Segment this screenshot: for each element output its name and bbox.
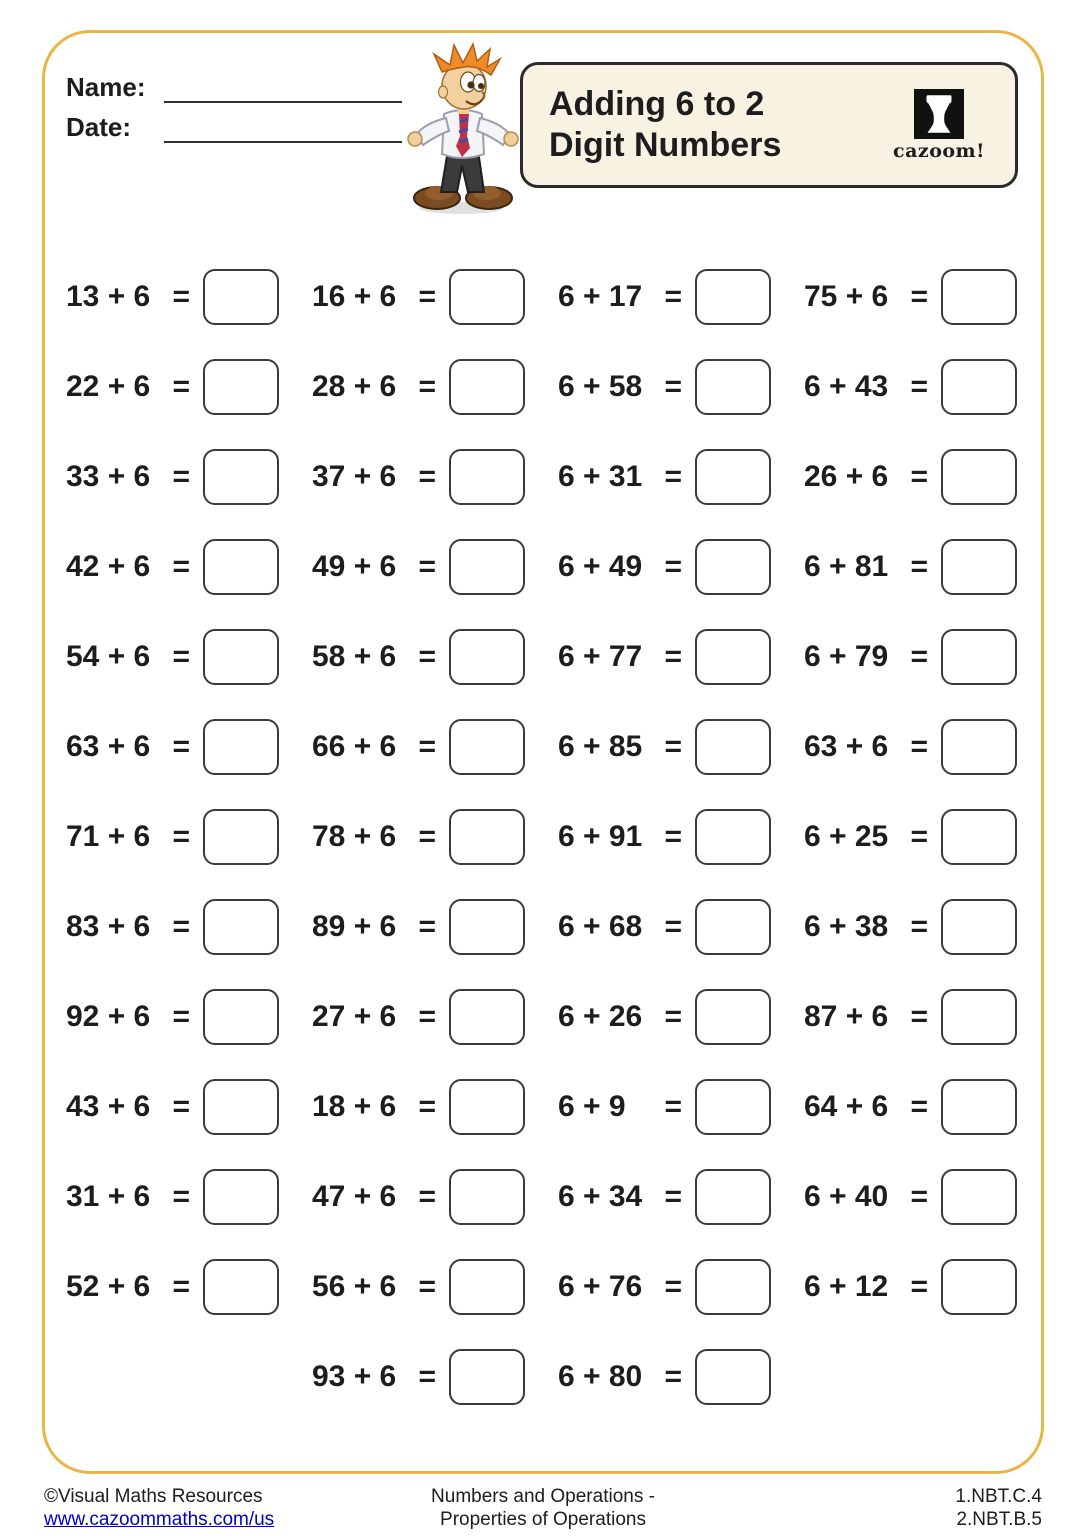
expression-operands: 6 + 79 (804, 640, 889, 673)
equals-sign: = (910, 370, 928, 403)
equals-sign: = (910, 460, 928, 493)
problem-expression (312, 1090, 449, 1124)
name-label: Name: (66, 72, 146, 102)
answer-box[interactable] (941, 1169, 1017, 1225)
expression-operands: 16 + 6 (312, 280, 397, 313)
equals-sign: = (664, 1090, 682, 1123)
equals-sign: = (418, 730, 436, 763)
answer-box[interactable] (941, 269, 1017, 325)
expression-operands: 6 + 80 (558, 1360, 643, 1393)
problem-cell (558, 1169, 771, 1225)
mascot-cartoon-man-icon (398, 42, 528, 222)
djembe-drum-icon (914, 89, 964, 139)
expression-operands: 6 + 68 (558, 910, 643, 943)
answer-box[interactable] (695, 1349, 771, 1405)
expression-operands: 49 + 6 (312, 550, 397, 583)
answer-box[interactable] (695, 269, 771, 325)
problem-expression (804, 910, 941, 944)
expression-operands: 6 + 81 (804, 550, 889, 583)
problem-cell (804, 1259, 1017, 1315)
problem-expression (558, 550, 695, 584)
problem-expression (558, 1360, 695, 1394)
equals-sign: = (910, 1090, 928, 1123)
expression-operands: 89 + 6 (312, 910, 397, 943)
equals-sign: = (910, 1000, 928, 1033)
equals-sign: = (172, 1270, 190, 1303)
answer-box[interactable] (203, 629, 279, 685)
expression-operands: 93 + 6 (312, 1360, 397, 1393)
answer-box[interactable] (203, 1259, 279, 1315)
problem-expression (312, 1270, 449, 1304)
problem-cell (312, 1349, 525, 1405)
problem-cell (558, 1079, 771, 1135)
problem-cell (66, 269, 279, 325)
problem-expression (312, 1180, 449, 1214)
answer-box[interactable] (449, 629, 525, 685)
equals-sign: = (172, 370, 190, 403)
problem-cell (312, 1079, 525, 1135)
problem-cell (312, 449, 525, 505)
problems-grid (66, 269, 1017, 1405)
problem-cell (66, 899, 279, 955)
expression-operands: 6 + 38 (804, 910, 889, 943)
equals-sign: = (418, 640, 436, 673)
expression-operands: 42 + 6 (66, 550, 151, 583)
equals-sign: = (418, 910, 436, 943)
equals-sign: = (910, 550, 928, 583)
answer-box[interactable] (941, 989, 1017, 1045)
problem-cell (804, 989, 1017, 1045)
equals-sign: = (664, 910, 682, 943)
expression-operands: 37 + 6 (312, 460, 397, 493)
problem-cell (66, 1259, 279, 1315)
equals-sign: = (664, 280, 682, 313)
problem-expression (804, 1180, 941, 1214)
equals-sign: = (418, 1180, 436, 1213)
answer-box[interactable] (695, 719, 771, 775)
equals-sign: = (172, 910, 190, 943)
name-line[interactable] (164, 77, 402, 103)
problem-cell (312, 539, 525, 595)
problem-expression (558, 1180, 695, 1214)
problem-cell (804, 359, 1017, 415)
expression-operands: 63 + 6 (66, 730, 151, 763)
problem-expression (804, 640, 941, 674)
copyright-text: ©Visual Maths Resources (44, 1486, 263, 1507)
problem-cell (558, 899, 771, 955)
problem-expression (558, 1090, 695, 1124)
problem-cell (804, 1079, 1017, 1135)
problem-cell (804, 1349, 1017, 1405)
expression-operands: 58 + 6 (312, 640, 397, 673)
expression-operands: 31 + 6 (66, 1180, 151, 1213)
problem-cell (312, 899, 525, 955)
answer-box[interactable] (695, 449, 771, 505)
problem-cell (558, 719, 771, 775)
problem-cell (312, 1169, 525, 1225)
answer-box[interactable] (941, 359, 1017, 415)
problem-cell (66, 539, 279, 595)
problem-cell (312, 269, 525, 325)
problem-expression (312, 910, 449, 944)
equals-sign: = (418, 1000, 436, 1033)
answer-box[interactable] (449, 1349, 525, 1405)
answer-box[interactable] (203, 719, 279, 775)
category-line1: Numbers and Operations - (431, 1486, 655, 1507)
expression-operands: 33 + 6 (66, 460, 151, 493)
equals-sign: = (418, 550, 436, 583)
expression-operands: 75 + 6 (804, 280, 889, 313)
equals-sign: = (172, 730, 190, 763)
equals-sign: = (418, 1360, 436, 1393)
answer-box[interactable] (695, 359, 771, 415)
equals-sign: = (418, 280, 436, 313)
problem-expression (558, 280, 695, 314)
expression-operands: 6 + 76 (558, 1270, 643, 1303)
answer-box[interactable] (941, 539, 1017, 595)
problem-expression (66, 1270, 203, 1304)
answer-box[interactable] (203, 989, 279, 1045)
answer-box[interactable] (449, 899, 525, 955)
equals-sign: = (664, 820, 682, 853)
problem-expression (66, 820, 203, 854)
equals-sign: = (172, 1000, 190, 1033)
expression-operands: 47 + 6 (312, 1180, 397, 1213)
problem-cell (804, 269, 1017, 325)
equals-sign: = (664, 1360, 682, 1393)
problem-expression (558, 640, 695, 674)
problem-expression (66, 910, 203, 944)
problem-cell (66, 629, 279, 685)
problem-expression (312, 1000, 449, 1034)
answer-box[interactable] (449, 1169, 525, 1225)
answer-box[interactable] (941, 899, 1017, 955)
answer-box[interactable] (695, 629, 771, 685)
problem-expression (804, 730, 941, 764)
problem-expression (804, 460, 941, 494)
answer-box[interactable] (941, 449, 1017, 505)
answer-box[interactable] (941, 809, 1017, 865)
expression-operands: 13 + 6 (66, 280, 151, 313)
equals-sign: = (418, 1270, 436, 1303)
problem-expression (66, 280, 203, 314)
problem-cell (558, 809, 771, 865)
answer-box[interactable] (695, 809, 771, 865)
problem-cell (558, 1259, 771, 1315)
problem-cell (66, 359, 279, 415)
problem-expression (312, 370, 449, 404)
problem-expression (312, 280, 449, 314)
expression-operands: 26 + 6 (804, 460, 889, 493)
problem-expression (804, 1270, 941, 1304)
problem-expression (804, 1090, 941, 1124)
title-box (520, 62, 1018, 188)
equals-sign: = (418, 820, 436, 853)
problem-cell (558, 629, 771, 685)
problem-cell (804, 449, 1017, 505)
answer-box[interactable] (449, 539, 525, 595)
problem-expression (558, 730, 695, 764)
expression-operands: 6 + 49 (558, 550, 643, 583)
expression-operands: 78 + 6 (312, 820, 397, 853)
problem-expression (558, 1000, 695, 1034)
expression-operands: 6 + 77 (558, 640, 643, 673)
equals-sign: = (664, 370, 682, 403)
problem-cell (804, 629, 1017, 685)
answer-box[interactable] (203, 809, 279, 865)
answer-box[interactable] (449, 989, 525, 1045)
expression-operands: 6 + 25 (804, 820, 889, 853)
cazoom-logo (893, 89, 985, 162)
answer-box[interactable] (695, 1079, 771, 1135)
answer-box[interactable] (695, 1169, 771, 1225)
problem-cell (558, 359, 771, 415)
problem-expression (66, 640, 203, 674)
equals-sign: = (910, 910, 928, 943)
equals-sign: = (172, 640, 190, 673)
expression-operands: 6 + 31 (558, 460, 643, 493)
website-link[interactable]: www.cazoommaths.com/us (44, 1508, 275, 1530)
problem-expression (804, 820, 941, 854)
expression-operands: 22 + 6 (66, 370, 151, 403)
problem-cell (804, 719, 1017, 775)
problem-cell (66, 1079, 279, 1135)
problem-cell (312, 1259, 525, 1315)
problem-expression (312, 820, 449, 854)
answer-box[interactable] (449, 809, 525, 865)
equals-sign: = (910, 820, 928, 853)
expression-operands: 6 + 40 (804, 1180, 889, 1213)
problem-cell (312, 629, 525, 685)
problem-expression (312, 550, 449, 584)
problem-cell (66, 449, 279, 505)
expression-operands: 66 + 6 (312, 730, 397, 763)
date-label: Date: (66, 112, 132, 142)
equals-sign: = (172, 550, 190, 583)
problem-cell (66, 809, 279, 865)
equals-sign: = (172, 820, 190, 853)
expression-operands: 83 + 6 (66, 910, 151, 943)
equals-sign: = (910, 1270, 928, 1303)
category-line2: Properties of Operations (440, 1508, 646, 1530)
problem-expression (66, 1000, 203, 1034)
expression-operands: 52 + 6 (66, 1270, 151, 1303)
answer-box[interactable] (203, 269, 279, 325)
equals-sign: = (418, 370, 436, 403)
problem-expression (558, 1270, 695, 1304)
answer-box[interactable] (941, 629, 1017, 685)
problem-cell (558, 989, 771, 1045)
problem-expression (312, 1360, 449, 1394)
equals-sign: = (664, 1270, 682, 1303)
standard-code-2: 2.NBT.B.5 (956, 1508, 1042, 1530)
expression-operands: 43 + 6 (66, 1090, 151, 1123)
problem-expression (558, 370, 695, 404)
answer-box[interactable] (941, 1259, 1017, 1315)
answer-box[interactable] (695, 1259, 771, 1315)
problem-expression (312, 460, 449, 494)
equals-sign: = (910, 640, 928, 673)
problem-expression (558, 820, 695, 854)
answer-box[interactable] (449, 449, 525, 505)
equals-sign: = (418, 1090, 436, 1123)
answer-box[interactable] (203, 449, 279, 505)
equals-sign: = (172, 1180, 190, 1213)
problem-expression (312, 730, 449, 764)
problem-cell (558, 1349, 771, 1405)
expression-operands: 64 + 6 (804, 1090, 889, 1123)
problem-expression (804, 280, 941, 314)
answer-box[interactable] (695, 989, 771, 1045)
expression-operands: 6 + 85 (558, 730, 643, 763)
problem-expression (66, 730, 203, 764)
expression-operands: 6 + 17 (558, 280, 643, 313)
problem-cell (804, 809, 1017, 865)
standard-code-1: 1.NBT.C.4 (955, 1486, 1042, 1507)
expression-operands: 71 + 6 (66, 820, 151, 853)
equals-sign: = (664, 460, 682, 493)
problem-expression (66, 1090, 203, 1124)
expression-operands: 28 + 6 (312, 370, 397, 403)
answer-box[interactable] (203, 1169, 279, 1225)
problem-expression (558, 910, 695, 944)
answer-box[interactable] (449, 1259, 525, 1315)
problem-expression (66, 370, 203, 404)
answer-box[interactable] (695, 539, 771, 595)
answer-box[interactable] (941, 719, 1017, 775)
equals-sign: = (664, 550, 682, 583)
problem-expression (312, 640, 449, 674)
answer-box[interactable] (941, 1079, 1017, 1135)
problem-cell (312, 989, 525, 1045)
problem-expression (558, 460, 695, 494)
problem-cell (804, 1169, 1017, 1225)
answer-box[interactable] (449, 269, 525, 325)
problem-cell (66, 1169, 279, 1225)
problem-cell (66, 989, 279, 1045)
problem-cell (312, 719, 525, 775)
problem-cell (312, 809, 525, 865)
expression-operands: 6 + 34 (558, 1180, 643, 1213)
expression-operands: 87 + 6 (804, 1000, 889, 1033)
expression-operands: 92 + 6 (66, 1000, 151, 1033)
expression-operands: 63 + 6 (804, 730, 889, 763)
equals-sign: = (172, 1090, 190, 1123)
date-line[interactable] (164, 117, 402, 143)
problem-cell (558, 269, 771, 325)
expression-operands: 6 + 9 (558, 1090, 626, 1123)
answer-box[interactable] (449, 359, 525, 415)
problem-cell (558, 539, 771, 595)
problem-cell (804, 539, 1017, 595)
equals-sign: = (172, 280, 190, 313)
problem-cell (558, 449, 771, 505)
problem-cell (312, 359, 525, 415)
expression-operands: 18 + 6 (312, 1090, 397, 1123)
equals-sign: = (172, 460, 190, 493)
equals-sign: = (664, 730, 682, 763)
problem-expression (804, 1000, 941, 1034)
equals-sign: = (664, 1180, 682, 1213)
expression-operands: 56 + 6 (312, 1270, 397, 1303)
expression-operands: 6 + 26 (558, 1000, 643, 1033)
answer-box[interactable] (695, 899, 771, 955)
answer-box[interactable] (203, 539, 279, 595)
problem-expression (66, 460, 203, 494)
expression-operands: 54 + 6 (66, 640, 151, 673)
problem-cell (66, 719, 279, 775)
page-title: Adding 6 to 2 Digit Numbers (549, 84, 782, 164)
answer-box[interactable] (203, 899, 279, 955)
equals-sign: = (664, 640, 682, 673)
equals-sign: = (664, 1000, 682, 1033)
equals-sign: = (910, 730, 928, 763)
problem-expression (66, 550, 203, 584)
equals-sign: = (910, 280, 928, 313)
equals-sign: = (418, 460, 436, 493)
answer-box[interactable] (449, 1079, 525, 1135)
expression-operands: 6 + 91 (558, 820, 643, 853)
problem-cell (804, 899, 1017, 955)
answer-box[interactable] (203, 1079, 279, 1135)
problem-cell (66, 1349, 279, 1405)
problem-expression (804, 370, 941, 404)
problem-expression (804, 550, 941, 584)
answer-box[interactable] (449, 719, 525, 775)
logo-wordmark: cazoom! (893, 139, 985, 162)
expression-operands: 6 + 12 (804, 1270, 889, 1303)
expression-operands: 6 + 43 (804, 370, 889, 403)
expression-operands: 6 + 58 (558, 370, 643, 403)
equals-sign: = (910, 1180, 928, 1213)
expression-operands: 27 + 6 (312, 1000, 397, 1033)
problem-expression (66, 1180, 203, 1214)
answer-box[interactable] (203, 359, 279, 415)
